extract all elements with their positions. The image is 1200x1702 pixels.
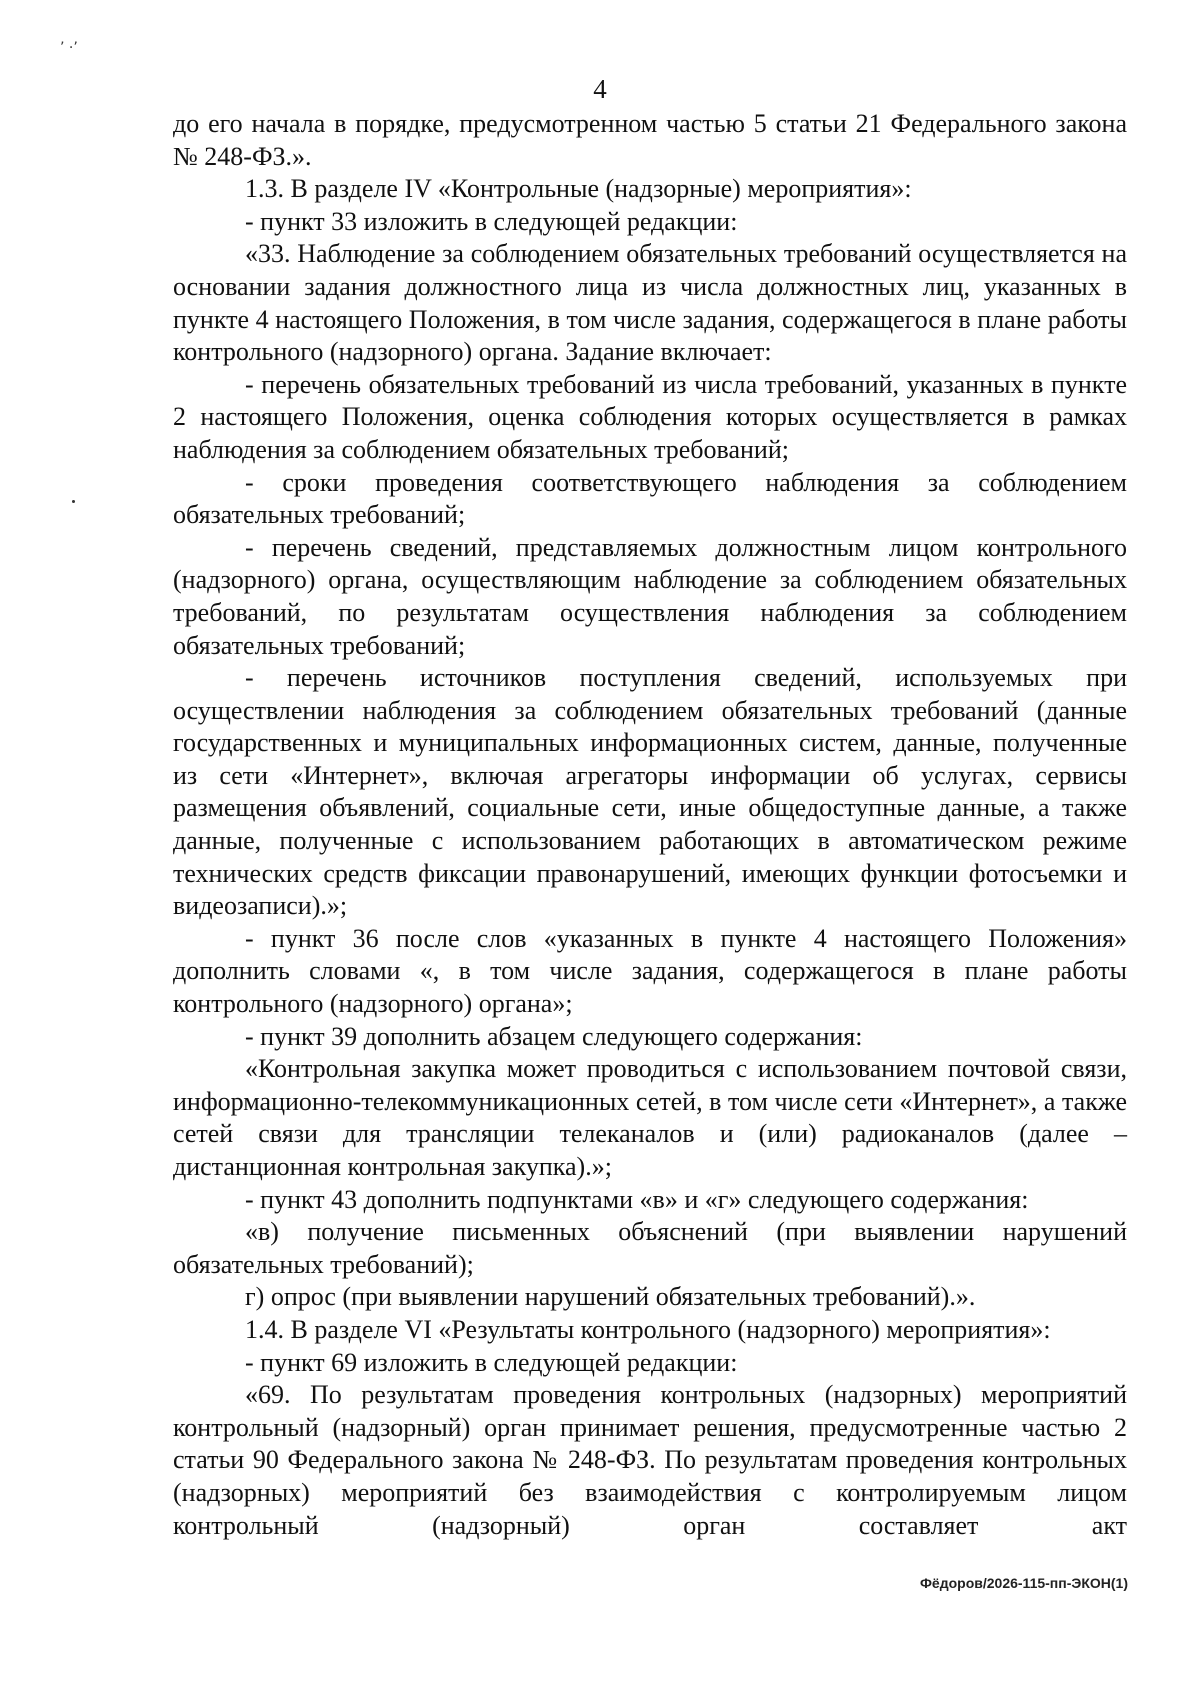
document-registration-code: Фёдоров/2026-115-пп-ЭКОН(1): [919, 1575, 1128, 1591]
paragraph: «Контрольная закупка может проводиться с использованием почтовой связи, информационно-телекоммуникационных сетей, в том числе сети «Интернет», а также сетей связи для трансляции телеканалов и (или) радиоканалов (далее – дистанционная контрольная закупка).»;: [173, 1054, 1127, 1181]
paragraph: «69. По результатам проведения контрольных (надзорных) мероприятий контрольный (надзорный) орган принимает решения, предусмотренные частью 2 статьи 90 Федерального закона № 248-ФЗ. По результатам проведения контрольных (надзорных) мероприятий без взаимодействия с контролируемым лицом контрольный (надзорный) орган составляет акт: [173, 1380, 1127, 1540]
page-number: 4: [593, 74, 607, 104]
paragraph: - пункт 43 дополнить подпунктами «в» и «г» следующего содержания:: [245, 1184, 1029, 1214]
paragraph: до его начала в порядке, предусмотренном частью 5 статьи 21 Федерального закона № 248-ФЗ.».: [173, 109, 1127, 171]
paragraph: 1.4. В разделе VI «Результаты контрольного (надзорного) мероприятия»:: [245, 1314, 1051, 1344]
paragraph: - пункт 33 изложить в следующей редакции:: [245, 206, 738, 236]
paragraph: - сроки проведения соответствующего наблюдения за соблюдением обязательных требований;: [173, 467, 1127, 530]
paragraph: - пункт 69 изложить в следующей редакции:: [245, 1347, 738, 1377]
paragraph: - перечень сведений, представляемых должностным лицом контрольного (надзорного) органа, осуществляющим наблюдение за соблюдением обязательных требований, по результатам осуществления наблюдения за соблюдением обязательных требований;: [173, 532, 1127, 660]
paragraph: - пункт 39 дополнить абзацем следующего содержания:: [245, 1021, 863, 1051]
paragraph: - пункт 36 после слов «указанных в пункте 4 настоящего Положения» дополнить словами «, в том числе задания, содержащегося в плане работы контрольного (надзорного) органа»;: [173, 923, 1127, 1019]
scan-marks: ’ ·’: [60, 40, 78, 56]
paragraph: г) опрос (при выявлении нарушений обязательных требований).».: [245, 1282, 976, 1312]
paragraph: 1.3. В разделе IV «Контрольные (надзорные) мероприятия»:: [245, 174, 912, 204]
scan-speck: [72, 500, 75, 503]
paragraph: «33. Наблюдение за соблюдением обязательных требований осуществляется на основании задания должностного лица из числа должностных лиц, указанных в пункте 4 настоящего Положения, в том числе задания, содержащегося в плане работы контрольного (надзорного) органа. Задание включает:: [173, 239, 1127, 367]
paragraph: - перечень источников поступления сведений, используемых при осуществлении наблюдения за соблюдением обязательных требований (данные государственных и муниципальных информационных систем, данные, полученные из сети «Интернет», включая агрегаторы информации об услугах, сервисы размещения объявлений, социальные сети, иные общедоступные данные, а также данные, полученные с использованием работающих в автоматическом режиме технических средств фиксации правонарушений, имеющих функции фотосъемки и видеозаписи).»;: [173, 663, 1127, 921]
paragraph: «в) получение письменных объяснений (при выявлении нарушений обязательных требований);: [173, 1217, 1127, 1279]
paragraph: - перечень обязательных требований из числа требований, указанных в пункте 2 настоящего Положения, оценка соблюдения которых осуществляется в рамках наблюдения за соблюдением обязательных требований;: [173, 369, 1127, 464]
document-body: [173, 108, 1127, 1542]
